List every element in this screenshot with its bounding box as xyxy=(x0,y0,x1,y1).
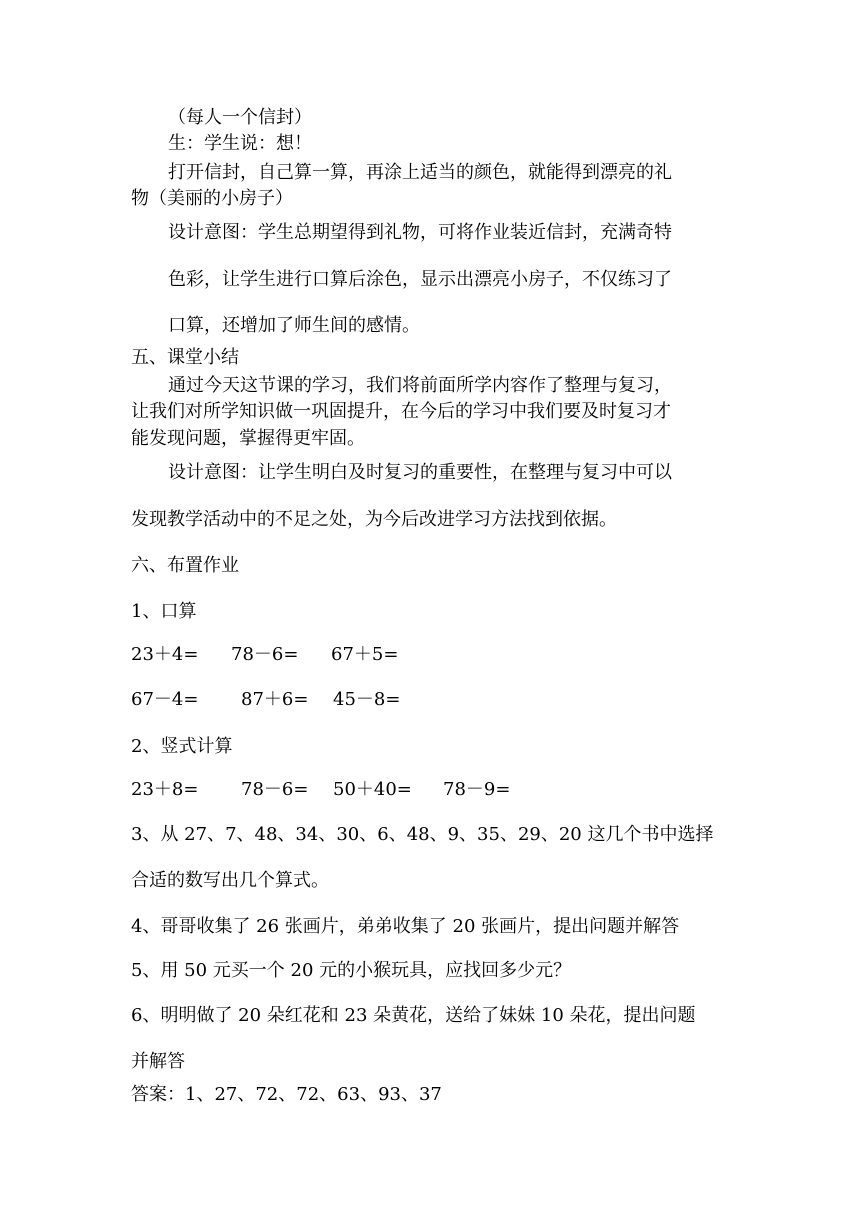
design-intent-1-line-3: 口算，还增加了师生间的感情。 xyxy=(168,315,420,336)
homework-1-title: 1、口算 xyxy=(131,601,197,622)
envelope-note: （每人一个信封） xyxy=(168,107,312,128)
homework-4: 4、哥哥收集了 26 张画片，弟弟收集了 20 张画片，提出问题并解答 xyxy=(131,916,680,937)
answer-line: 答案：1、27、72、72、63、93、37 xyxy=(131,1084,442,1105)
equation: 45－8= xyxy=(333,689,401,710)
homework-6-line-2: 并解答 xyxy=(131,1051,185,1072)
design-intent-1-line-1: 设计意图：学生总期望得到礼物，可将作业装近信封，充满奇特 xyxy=(168,222,672,243)
summary-line-2: 让我们对所学知识做一巩固提升，在今后的学习中我们要及时复习才 xyxy=(131,401,671,422)
equation: 50＋40= xyxy=(333,779,412,800)
design-intent-2-line-1: 设计意图：让学生明白及时复习的重要性，在整理与复习中可以 xyxy=(168,462,672,483)
mental-math-row-1 xyxy=(131,643,398,667)
homework-3-line-1: 3、从 27、7、48、34、30、6、48、9、35、29、20 这几个书中选择 xyxy=(131,824,714,845)
equation: 78－6= xyxy=(231,644,299,665)
homework-3-line-2: 合适的数写出几个算式。 xyxy=(131,870,329,891)
vertical-calc-row xyxy=(131,778,510,802)
equation: 87＋6= xyxy=(241,689,309,710)
summary-line-1: 通过今天这节课的学习，我们将前面所学内容作了整理与复习， xyxy=(168,375,672,396)
homework-5: 5、用 50 元买一个 20 元的小猴玩具，应找回多少元？ xyxy=(131,960,572,981)
mental-math-row-2 xyxy=(131,688,400,712)
student-reply: 生：学生说：想！ xyxy=(168,133,312,154)
homework-2-title: 2、竖式计算 xyxy=(131,736,233,757)
equation: 78－6= xyxy=(241,779,309,800)
equation: 23＋8= xyxy=(131,779,199,800)
section-class-summary-heading: 五、课堂小结 xyxy=(131,347,239,368)
equation: 23＋4= xyxy=(131,644,199,665)
open-envelope-line-2: 物（美丽的小房子） xyxy=(131,188,293,209)
equation: 78－9= xyxy=(443,779,511,800)
homework-6-line-1: 6、明明做了 20 朵红花和 23 朵黄花，送给了妹妹 10 朵花，提出问题 xyxy=(131,1005,696,1026)
open-envelope-line-1: 打开信封，自己算一算，再涂上适当的颜色，就能得到漂亮的礼 xyxy=(168,162,672,183)
design-intent-2-line-2: 发现教学活动中的不足之处，为今后改进学习方法找到依据。 xyxy=(131,509,617,530)
summary-line-3: 能发现问题，掌握得更牢固。 xyxy=(131,428,365,449)
equation: 67－4= xyxy=(131,689,199,710)
equation: 67＋5= xyxy=(331,644,399,665)
section-homework-heading: 六、布置作业 xyxy=(131,555,239,576)
design-intent-1-line-2: 色彩，让学生进行口算后涂色，显示出漂亮小房子，不仅练习了 xyxy=(168,269,672,290)
